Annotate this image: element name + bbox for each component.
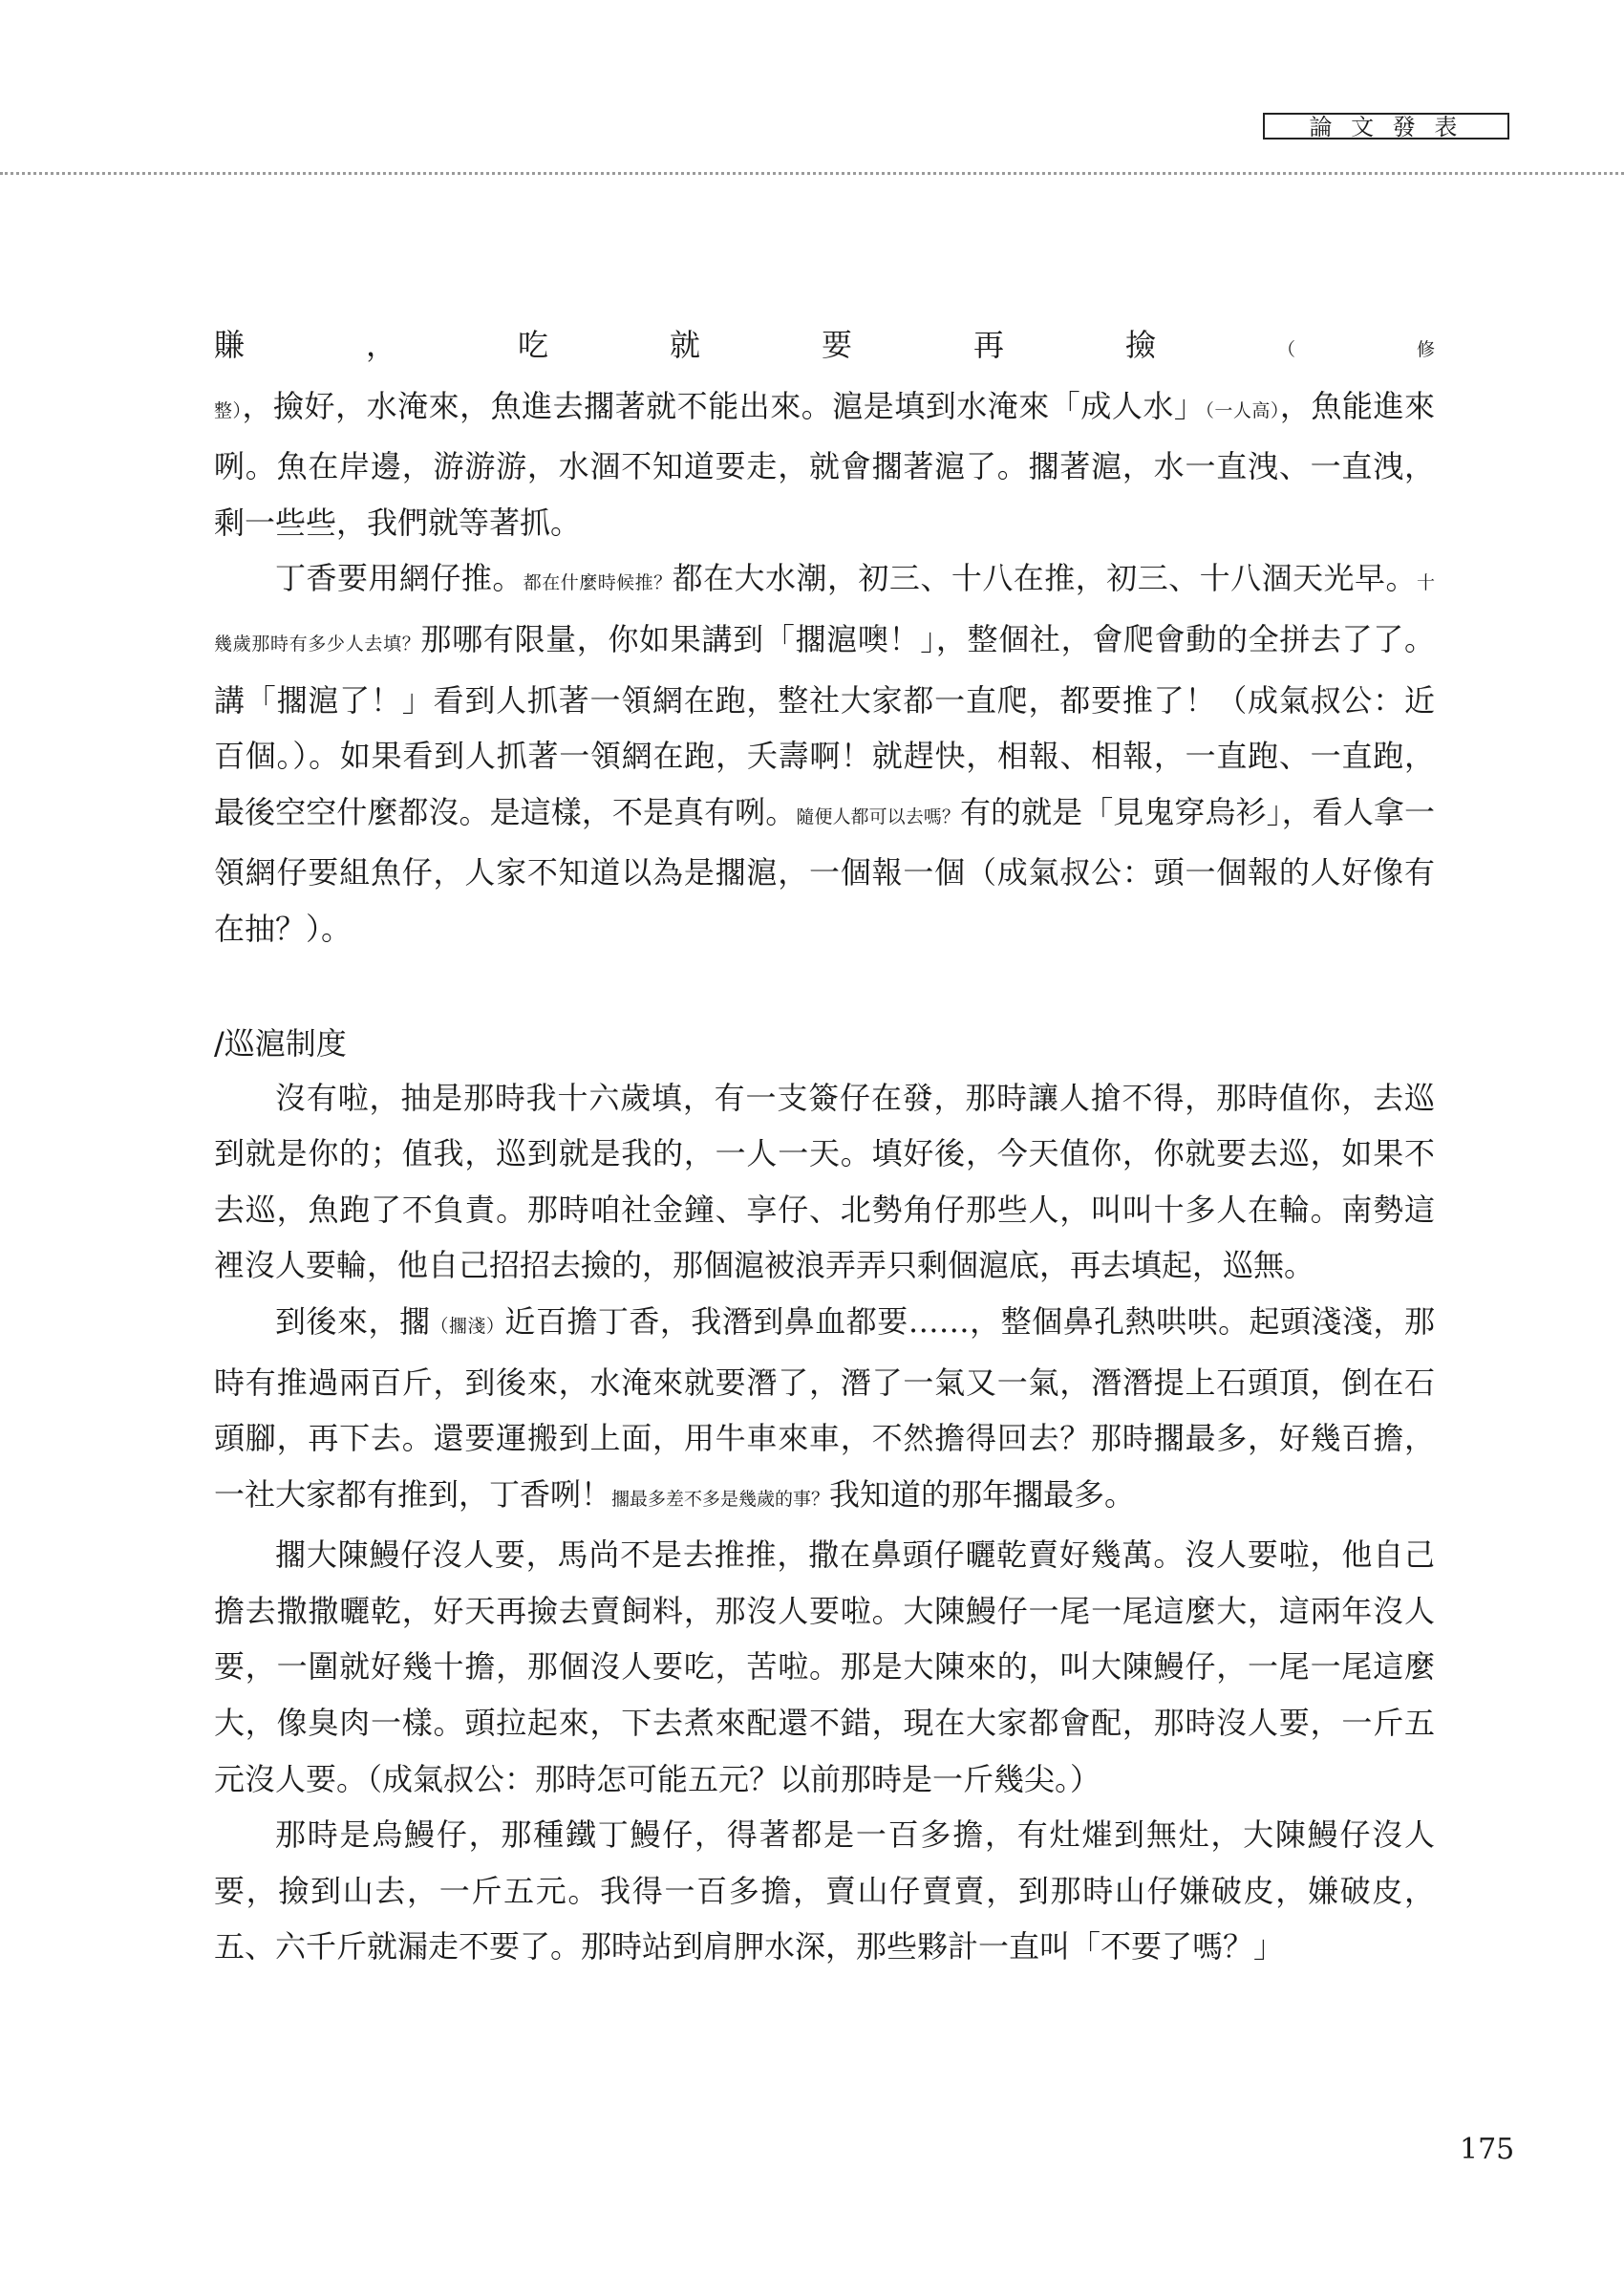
text-run: 近百擔丁香，我潛到鼻血都要……，整個鼻孔熱哄哄。起頭淺淺，那時有推過兩百斤，到後來，水淹來就要潛了，潛了一氣又一氣，潛潛提上石頭頂，倒在石頭腳，再下去。還要運搬到上面，用牛車來車，不然擔得回去？那時擱最多，好幾百擔，一社大家都有推到，丁香咧！ (214, 1302, 1435, 1513)
paragraph-group-1 (214, 317, 1435, 957)
section-label: 論 文 發 表 (1263, 113, 1509, 140)
page-number: 175 (1460, 2133, 1515, 2166)
text-run: ，撿好，水淹來，魚進去擱著就不能出來。滬是填到水淹來「成人水」 (242, 387, 1206, 424)
inline-note: 十幾歲那時有多少人去填？ (214, 572, 1435, 655)
text-run: 沒有啦，抽是那時我十六歲填，有一支簽仔在發，那時讓人搶不得，那時值你，去巡到就是你的；值我，巡到就是我的，一人一天。填好後，今天值你，你就要去巡，如果不去巡，魚跑了不負責。那時咱社金鐘、享仔、北勢角仔那些人，叫叫十多人在輪。南勢這裡沒人要輪，他自己招招去撿的，那個滬被浪弄弄只剩個滬底，再去填起，巡無。 (214, 1079, 1435, 1284)
inline-note: 隨便人都可以去嗎？ (796, 806, 960, 827)
text-run: 都在大水潮，初三、十八在推，初三、十八涸天光早。 (672, 560, 1417, 597)
text-run: 到後來，擱 (275, 1302, 431, 1340)
text-run: 擱大陳鰻仔沒人要，馬尚不是去推推，撒在鼻頭仔曬乾賣好幾萬。沒人要啦，他自己擔去撒撒曬乾，好天再撿去賣飼料，那沒人要啦。大陳鰻仔一尾一尾這麼大，這兩年沒人要，一圍就好幾十擔，那個沒人要吃，苦啦。那是大陳來的，叫大陳鰻仔，一尾一尾這麼大，像臭肉一樣。頭拉起來，下去煮來配還不錯，現在大家都會配，那時沒人要，一斤五元沒人要。（成氣叔公：那時怎可能五元？以前那時是一斤幾尖。） (214, 1536, 1435, 1797)
paragraph (214, 1070, 1435, 1294)
body-text (214, 317, 1435, 1975)
section-heading: /巡滬制度 (214, 1024, 347, 1062)
inline-note: 擱最多差不多是幾歲的事？ (611, 1488, 830, 1510)
paragraph (214, 1294, 1435, 1527)
inline-note: （擱淺） (430, 1315, 505, 1337)
paragraph (214, 317, 1435, 550)
text-run: ，魚能進來咧。魚在岸邊，游游游，水涸不知道要走，就會擱著滬了。擱著滬，水一直洩、一直洩，剩一些些，我們就等著抓。 (214, 387, 1435, 541)
inline-note: （修整） (214, 339, 1435, 421)
inline-note: 都在什麼時候推？ (523, 572, 673, 594)
paragraph (214, 1807, 1435, 1975)
paragraph-group-2 (214, 1070, 1435, 1976)
text-run: 賺，吃就要再撿 (214, 327, 1277, 363)
text-run: 有的就是「見鬼穿烏衫」，看人拿一領網仔要組魚仔，人家不知道以為是擱滬，一個報一個（成氣叔公：頭一個報的人好像有在抽？）。 (214, 793, 1435, 947)
paragraph (214, 550, 1435, 956)
text-run: 那哪有限量，你如果講到「擱滬噢！」，整個社，會爬會動的全拼去了了。講「擱滬了！」看到人抓著一領網在跑，整社大家都一直爬，都要推了！（成氣叔公：近百個。）。如果看到人抓著一領網在跑，夭壽啊！就趕快，相報、相報，一直跑、一直跑，最後空空什麼都沒。是這樣，不是真有咧。 (214, 620, 1435, 830)
text-run: 丁香要用網仔推。 (275, 560, 524, 597)
inline-note: （一人高） (1205, 399, 1280, 421)
text-run: 那時是烏鰻仔，那種鐵丁鰻仔，得著都是一百多擔，有灶熣到無灶，大陳鰻仔沒人要，撿到山去，一斤五元。我得一百多擔，賣山仔賣賣，到那時山仔嫌破皮，嫌破皮，五、六千斤就漏走不要了。那時站到肩胛水深，那些夥計一直叫「不要了嗎？」 (214, 1816, 1435, 1966)
text-run: 我知道的那年擱最多。 (829, 1475, 1136, 1513)
header-divider (0, 172, 1624, 175)
paragraph (214, 1527, 1435, 1807)
